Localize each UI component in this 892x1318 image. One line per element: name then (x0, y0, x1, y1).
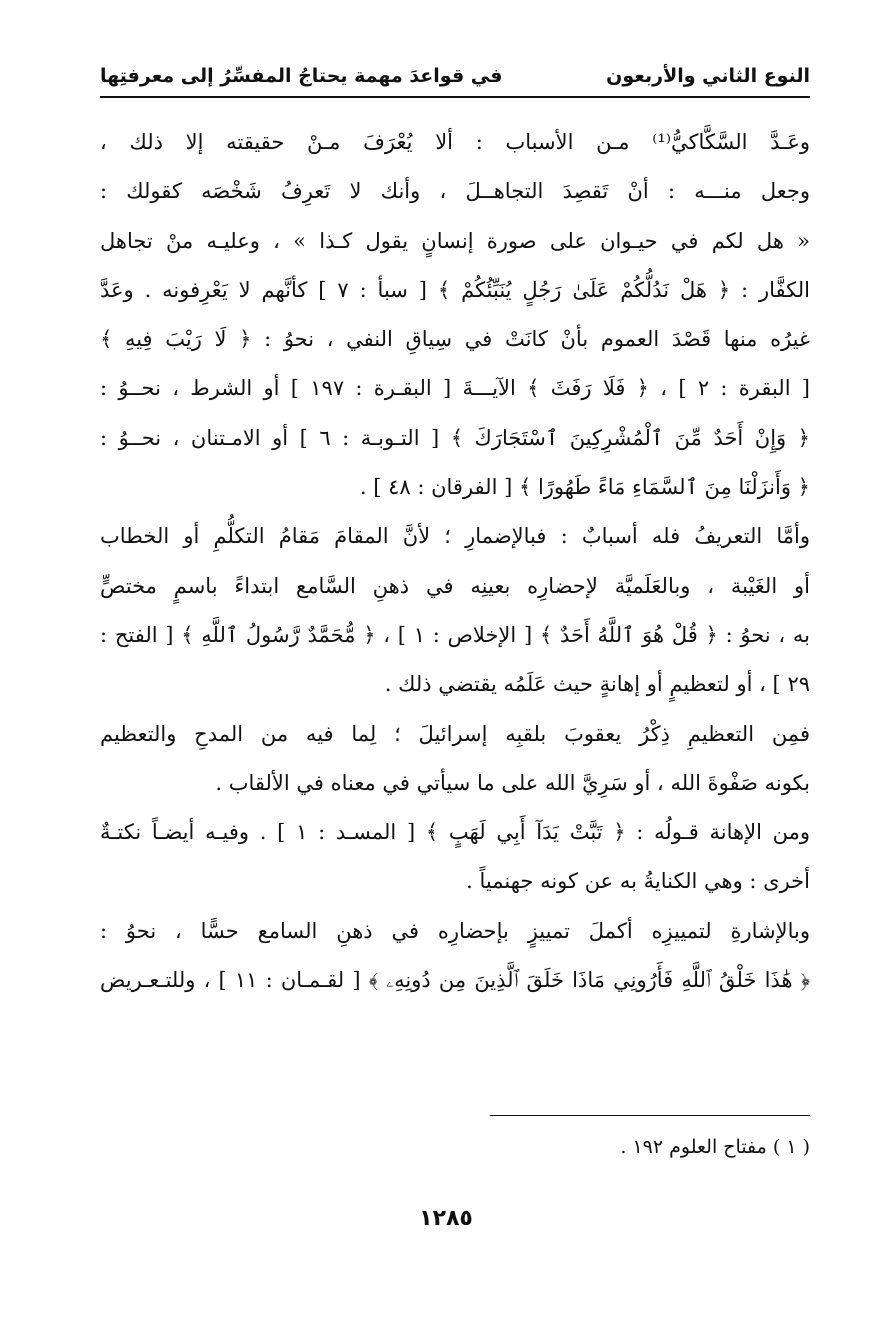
header-chapter-title: النوع الثاني والأربعون (606, 65, 810, 87)
page-number: ١٢٨٥ (419, 1206, 473, 1231)
body-line: وبالإشارةِ لتمييزِه أكملَ تمييزٍ بإحضارِه في ذهنِ السامع حسًّا ، نحوُ : (100, 918, 810, 943)
footnote: ( ١ ) مفتاح العلوم ١٩٢ . (620, 1136, 810, 1158)
body-line: ومن الإهانة قـولُه : ﴿ تَبَّتْ يَدَآ أَبِي لَهَبٍ ﴾ [ المسـد : ١ ] . وفيـه أيضـاً نكتـةٌ (100, 820, 810, 845)
header-section-title: في قواعدَ مهمة يحتاجُ المفسِّرُ إلى معرفتِها (100, 65, 503, 87)
running-header (100, 58, 810, 94)
body-line: غيرُه منها قَصْدَ العموم بأنْ كانَتْ في سِياقِ النفي ، نحوُ : ﴿ لَا رَيْبَ فِيهِ ﴾ (100, 327, 810, 352)
body-line: ﴿ وَأَنزَلْنَا مِنَ ٱلسَّمَاءِ مَاءً طَهُورًا ﴾ [ الفرقان : ٤٨ ] . (359, 475, 810, 500)
body-line: بكونه صَفْوةَ الله ، أو سَرِيَّ الله على ما سيأتي في معناه في الألقاب . (215, 770, 810, 795)
body-line: ﴿ وَإِنْ أَحَدٌ مِّنَ ٱلْمُشْرِكِينَ ٱسْتَجَارَكَ ﴾ [ التـوبـة : ٦ ] أو الامـتنان ، نحــوُ : (100, 425, 810, 450)
body-line: وعَـدَّ السَّكَّاكيُّ⁽¹⁾ مـن الأسباب : ألا يُعْرَفَ مـنْ حقيقته إلا ذلك ، (100, 130, 810, 154)
body-line: أخرى : وهي الكنايةُ به عن كونه جهنمياً . (466, 869, 810, 894)
body-line: [ البقرة : ٢ ] ، ﴿ فَلَا رَفَثَ ﴾ الآيـــةَ [ البقـرة : ١٩٧ ] أو الشرط ، نحــوُ : (100, 376, 810, 401)
body-line: أو الغَيْبة ، وبالعَلَميَّة لإحضارِه بعينِه في ذهنِ السَّامع ابتداءً باسمٍ مختصٍّ (100, 573, 810, 598)
header-rule (100, 96, 810, 98)
body-line: به ، نحوُ : ﴿ قُلْ هُوَ ٱللَّهُ أَحَدٌ ﴾ [ الإخلاص : ١ ] ، ﴿ مُّحَمَّدٌ رَّسُولُ ٱللَّهِ ﴾ [ الفتح : (100, 622, 810, 647)
body-line: وجعل منـــه : أنْ تَقصِدَ التجاهــلَ ، وأنك لا تَعرِفُ شَخْصَه كقولك : (100, 179, 810, 204)
body-line: فمِن التعظيمِ ذِكْرُ يعقوبَ بلقبِه إسرائيلَ ؛ لِما فيه من المدحِ والتعظيم (100, 721, 810, 746)
footnote-rule (490, 1115, 810, 1116)
body-line: « هل لكم في حيـوان على صورة إنسانٍ يقول كـذا » ، وعليـه منْ تجاهل (100, 228, 810, 253)
body-text (100, 118, 810, 1005)
body-line: وأمَّا التعريفُ فله أسبابٌ : فبالإضمارِ ؛ لأنَّ المقامَ مَقامُ التكلُّمِ أو الخطاب (100, 524, 810, 549)
body-line: ﴿ هَٰذَا خَلْقُ ٱللَّهِ فَأَرُونِي مَاذَا خَلَقَ ٱلَّذِينَ مِن دُونِهِۦ ﴾ [ لقـمـان : ١١ ] ، وللتـعـريض (100, 968, 810, 993)
body-line: الكفَّار : ﴿ هَلْ نَدُلُّكُمْ عَلَىٰ رَجُلٍ يُنَبِّئُكُمْ ﴾ [ سبأ : ٧ ] كأنَّهم لا يَعْرِفونه . وعَدَّ (100, 277, 810, 302)
body-line: ٢٩ ] ، أو لتعظيمٍ أو إهانةٍ حيث عَلَمُه يقتضي ذلك . (384, 672, 810, 697)
